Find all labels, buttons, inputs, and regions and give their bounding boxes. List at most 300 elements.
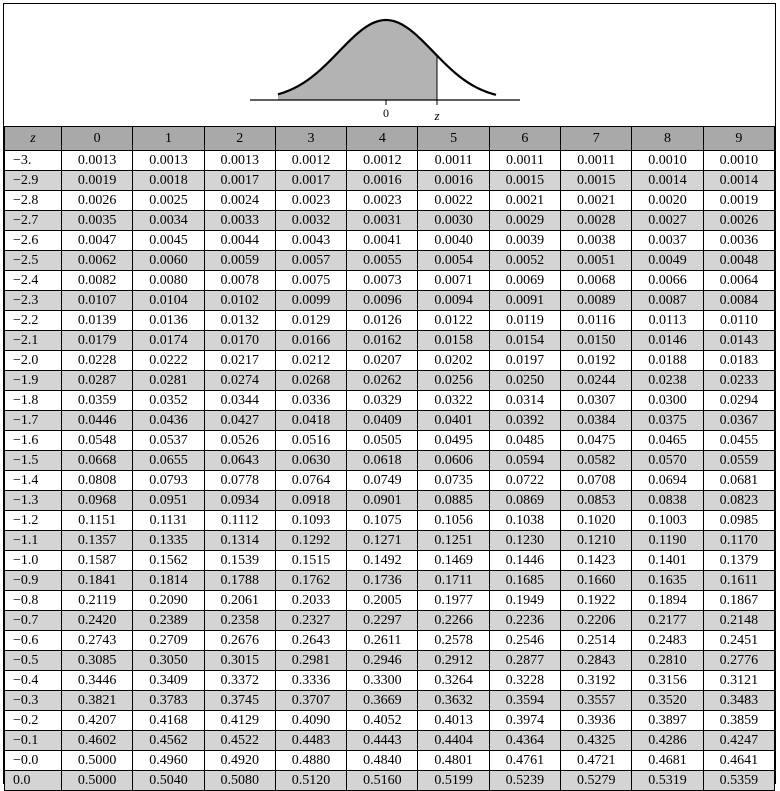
probability-cell: 0.3085 bbox=[62, 651, 133, 671]
probability-cell: 0.0735 bbox=[418, 471, 489, 491]
probability-cell: 0.3264 bbox=[418, 671, 489, 691]
probability-cell: 0.0188 bbox=[632, 351, 703, 371]
table-row bbox=[5, 211, 775, 231]
probability-cell: 0.0087 bbox=[632, 291, 703, 311]
probability-cell: 0.1894 bbox=[632, 591, 703, 611]
probability-cell: 0.1977 bbox=[418, 591, 489, 611]
probability-cell: 0.1922 bbox=[561, 591, 632, 611]
probability-cell: 0.0322 bbox=[418, 391, 489, 411]
probability-cell: 0.4168 bbox=[133, 711, 204, 731]
probability-cell: 0.0035 bbox=[62, 211, 133, 231]
probability-cell: 0.0099 bbox=[275, 291, 346, 311]
probability-cell: 0.1660 bbox=[561, 571, 632, 591]
probability-cell: 0.1635 bbox=[632, 571, 703, 591]
probability-cell: 0.0359 bbox=[62, 391, 133, 411]
probability-cell: 0.0793 bbox=[133, 471, 204, 491]
probability-cell: 0.0643 bbox=[204, 451, 275, 471]
z-value-cell: −0.9 bbox=[5, 571, 62, 591]
probability-cell: 0.0015 bbox=[489, 171, 560, 191]
z-value-cell: −1.3 bbox=[5, 491, 62, 511]
probability-cell: 0.0262 bbox=[347, 371, 418, 391]
probability-cell: 0.0179 bbox=[62, 331, 133, 351]
table-row bbox=[5, 411, 775, 431]
probability-cell: 0.0183 bbox=[703, 351, 774, 371]
probability-cell: 0.0436 bbox=[133, 411, 204, 431]
probability-cell: 0.3745 bbox=[204, 691, 275, 711]
table-row bbox=[5, 531, 775, 551]
probability-cell: 0.1170 bbox=[703, 531, 774, 551]
table-header-row bbox=[5, 127, 775, 151]
probability-cell: 0.0606 bbox=[418, 451, 489, 471]
probability-cell: 0.0516 bbox=[275, 431, 346, 451]
probability-cell: 0.2005 bbox=[347, 591, 418, 611]
probability-cell: 0.2451 bbox=[703, 631, 774, 651]
probability-cell: 0.1230 bbox=[489, 531, 560, 551]
probability-cell: 0.0037 bbox=[632, 231, 703, 251]
table-row bbox=[5, 391, 775, 411]
z-value-cell: −1.5 bbox=[5, 451, 62, 471]
probability-cell: 0.2061 bbox=[204, 591, 275, 611]
probability-cell: 0.2709 bbox=[133, 631, 204, 651]
probability-cell: 0.4325 bbox=[561, 731, 632, 751]
probability-cell: 0.0073 bbox=[347, 271, 418, 291]
probability-cell: 0.0041 bbox=[347, 231, 418, 251]
probability-cell: 0.0044 bbox=[204, 231, 275, 251]
probability-cell: 0.0047 bbox=[62, 231, 133, 251]
table-row bbox=[5, 191, 775, 211]
table-row bbox=[5, 451, 775, 471]
column-header-6: 6 bbox=[489, 127, 560, 151]
probability-cell: 0.1401 bbox=[632, 551, 703, 571]
probability-cell: 0.0075 bbox=[275, 271, 346, 291]
probability-cell: 0.0057 bbox=[275, 251, 346, 271]
probability-cell: 0.1841 bbox=[62, 571, 133, 591]
probability-cell: 0.0059 bbox=[204, 251, 275, 271]
probability-cell: 0.2912 bbox=[418, 651, 489, 671]
probability-cell: 0.3121 bbox=[703, 671, 774, 691]
probability-cell: 0.0015 bbox=[561, 171, 632, 191]
zero-label: 0 bbox=[383, 106, 389, 120]
z-value-cell: −1.4 bbox=[5, 471, 62, 491]
probability-cell: 0.0594 bbox=[489, 451, 560, 471]
probability-cell: 0.0418 bbox=[275, 411, 346, 431]
z-label: z bbox=[434, 108, 440, 123]
table-row bbox=[5, 751, 775, 771]
table-body bbox=[5, 151, 775, 791]
probability-cell: 0.0139 bbox=[62, 311, 133, 331]
probability-cell: 0.0526 bbox=[204, 431, 275, 451]
probability-cell: 0.1038 bbox=[489, 511, 560, 531]
probability-cell: 0.0013 bbox=[204, 151, 275, 171]
probability-cell: 0.0051 bbox=[561, 251, 632, 271]
table-row bbox=[5, 551, 775, 571]
probability-cell: 0.4522 bbox=[204, 731, 275, 751]
probability-cell: 0.5359 bbox=[703, 771, 774, 791]
probability-cell: 0.0485 bbox=[489, 431, 560, 451]
probability-cell: 0.0132 bbox=[204, 311, 275, 331]
probability-cell: 0.2033 bbox=[275, 591, 346, 611]
probability-cell: 0.0352 bbox=[133, 391, 204, 411]
probability-cell: 0.0054 bbox=[418, 251, 489, 271]
probability-cell: 0.0344 bbox=[204, 391, 275, 411]
probability-cell: 0.0031 bbox=[347, 211, 418, 231]
z-value-cell: −0.0 bbox=[5, 751, 62, 771]
probability-cell: 0.1515 bbox=[275, 551, 346, 571]
probability-cell: 0.0968 bbox=[62, 491, 133, 511]
probability-cell: 0.0367 bbox=[703, 411, 774, 431]
probability-cell: 0.3632 bbox=[418, 691, 489, 711]
table-row bbox=[5, 171, 775, 191]
probability-cell: 0.0570 bbox=[632, 451, 703, 471]
probability-cell: 0.1867 bbox=[703, 591, 774, 611]
probability-cell: 0.1335 bbox=[133, 531, 204, 551]
probability-cell: 0.2743 bbox=[62, 631, 133, 651]
probability-cell: 0.2946 bbox=[347, 651, 418, 671]
probability-cell: 0.0150 bbox=[561, 331, 632, 351]
probability-cell: 0.0017 bbox=[275, 171, 346, 191]
probability-cell: 0.0166 bbox=[275, 331, 346, 351]
z-value-cell: −0.4 bbox=[5, 671, 62, 691]
probability-cell: 0.2266 bbox=[418, 611, 489, 631]
probability-cell: 0.0392 bbox=[489, 411, 560, 431]
probability-cell: 0.5319 bbox=[632, 771, 703, 791]
probability-cell: 0.0300 bbox=[632, 391, 703, 411]
standard-normal-table bbox=[4, 126, 775, 791]
probability-cell: 0.0116 bbox=[561, 311, 632, 331]
probability-cell: 0.1271 bbox=[347, 531, 418, 551]
probability-cell: 0.3520 bbox=[632, 691, 703, 711]
probability-cell: 0.0122 bbox=[418, 311, 489, 331]
probability-cell: 0.2177 bbox=[632, 611, 703, 631]
probability-cell: 0.0011 bbox=[418, 151, 489, 171]
probability-cell: 0.4840 bbox=[347, 751, 418, 771]
table-row bbox=[5, 651, 775, 671]
probability-cell: 0.0244 bbox=[561, 371, 632, 391]
probability-cell: 0.1112 bbox=[204, 511, 275, 531]
probability-cell: 0.0049 bbox=[632, 251, 703, 271]
probability-cell: 0.2236 bbox=[489, 611, 560, 631]
probability-cell: 0.0136 bbox=[133, 311, 204, 331]
probability-cell: 0.0401 bbox=[418, 411, 489, 431]
probability-cell: 0.0043 bbox=[275, 231, 346, 251]
probability-cell: 0.3897 bbox=[632, 711, 703, 731]
probability-cell: 0.0024 bbox=[204, 191, 275, 211]
probability-cell: 0.0048 bbox=[703, 251, 774, 271]
probability-cell: 0.0016 bbox=[418, 171, 489, 191]
probability-cell: 0.0985 bbox=[703, 511, 774, 531]
table-row bbox=[5, 271, 775, 291]
probability-cell: 0.2090 bbox=[133, 591, 204, 611]
probability-cell: 0.1056 bbox=[418, 511, 489, 531]
probability-cell: 0.0281 bbox=[133, 371, 204, 391]
probability-cell: 0.0011 bbox=[489, 151, 560, 171]
table-row bbox=[5, 251, 775, 271]
probability-cell: 0.0708 bbox=[561, 471, 632, 491]
z-table-frame bbox=[3, 3, 776, 788]
probability-cell: 0.0011 bbox=[561, 151, 632, 171]
probability-cell: 0.0217 bbox=[204, 351, 275, 371]
z-value-cell: −1.0 bbox=[5, 551, 62, 571]
table-row bbox=[5, 631, 775, 651]
probability-cell: 0.0119 bbox=[489, 311, 560, 331]
probability-cell: 0.0681 bbox=[703, 471, 774, 491]
probability-cell: 0.0021 bbox=[561, 191, 632, 211]
probability-cell: 0.0014 bbox=[632, 171, 703, 191]
probability-cell: 0.0934 bbox=[204, 491, 275, 511]
z-value-cell: −2.0 bbox=[5, 351, 62, 371]
probability-cell: 0.0018 bbox=[133, 171, 204, 191]
probability-cell: 0.1788 bbox=[204, 571, 275, 591]
probability-cell: 0.0885 bbox=[418, 491, 489, 511]
probability-cell: 0.0089 bbox=[561, 291, 632, 311]
probability-cell: 0.0951 bbox=[133, 491, 204, 511]
column-header-5: 5 bbox=[418, 127, 489, 151]
probability-cell: 0.0268 bbox=[275, 371, 346, 391]
probability-cell: 0.0655 bbox=[133, 451, 204, 471]
probability-cell: 0.1736 bbox=[347, 571, 418, 591]
probability-cell: 0.0023 bbox=[275, 191, 346, 211]
probability-cell: 0.4207 bbox=[62, 711, 133, 731]
probability-cell: 0.3821 bbox=[62, 691, 133, 711]
probability-cell: 0.5120 bbox=[275, 771, 346, 791]
probability-cell: 0.0026 bbox=[62, 191, 133, 211]
probability-cell: 0.3974 bbox=[489, 711, 560, 731]
probability-cell: 0.0068 bbox=[561, 271, 632, 291]
probability-cell: 0.3300 bbox=[347, 671, 418, 691]
table-row bbox=[5, 671, 775, 691]
probability-cell: 0.0287 bbox=[62, 371, 133, 391]
probability-cell: 0.0329 bbox=[347, 391, 418, 411]
probability-cell: 0.0475 bbox=[561, 431, 632, 451]
table-row bbox=[5, 771, 775, 791]
probability-cell: 0.2148 bbox=[703, 611, 774, 631]
probability-cell: 0.0409 bbox=[347, 411, 418, 431]
probability-cell: 0.1357 bbox=[62, 531, 133, 551]
probability-cell: 0.3936 bbox=[561, 711, 632, 731]
table-row bbox=[5, 511, 775, 531]
probability-cell: 0.0143 bbox=[703, 331, 774, 351]
probability-cell: 0.0045 bbox=[133, 231, 204, 251]
probability-cell: 0.4562 bbox=[133, 731, 204, 751]
probability-cell: 0.0455 bbox=[703, 431, 774, 451]
probability-cell: 0.1075 bbox=[347, 511, 418, 531]
z-value-cell: −0.1 bbox=[5, 731, 62, 751]
probability-cell: 0.0808 bbox=[62, 471, 133, 491]
probability-cell: 0.1539 bbox=[204, 551, 275, 571]
probability-cell: 0.5239 bbox=[489, 771, 560, 791]
table-row bbox=[5, 151, 775, 171]
z-value-cell: −0.8 bbox=[5, 591, 62, 611]
table-row bbox=[5, 291, 775, 311]
probability-cell: 0.0102 bbox=[204, 291, 275, 311]
column-header-7: 7 bbox=[561, 127, 632, 151]
probability-cell: 0.4247 bbox=[703, 731, 774, 751]
probability-cell: 0.0021 bbox=[489, 191, 560, 211]
probability-cell: 0.5040 bbox=[133, 771, 204, 791]
probability-cell: 0.0548 bbox=[62, 431, 133, 451]
probability-cell: 0.0222 bbox=[133, 351, 204, 371]
probability-cell: 0.0212 bbox=[275, 351, 346, 371]
probability-cell: 0.5080 bbox=[204, 771, 275, 791]
probability-cell: 0.0307 bbox=[561, 391, 632, 411]
probability-cell: 0.2389 bbox=[133, 611, 204, 631]
probability-cell: 0.0091 bbox=[489, 291, 560, 311]
probability-cell: 0.3483 bbox=[703, 691, 774, 711]
probability-cell: 0.2297 bbox=[347, 611, 418, 631]
probability-cell: 0.0129 bbox=[275, 311, 346, 331]
probability-cell: 0.0228 bbox=[62, 351, 133, 371]
z-value-cell: −0.3 bbox=[5, 691, 62, 711]
probability-cell: 0.4129 bbox=[204, 711, 275, 731]
probability-cell: 0.0040 bbox=[418, 231, 489, 251]
normal-curve-figure bbox=[4, 4, 775, 126]
table-row bbox=[5, 331, 775, 351]
probability-cell: 0.2327 bbox=[275, 611, 346, 631]
probability-cell: 0.0537 bbox=[133, 431, 204, 451]
probability-cell: 0.3372 bbox=[204, 671, 275, 691]
probability-cell: 0.4641 bbox=[703, 751, 774, 771]
z-value-cell: −2.5 bbox=[5, 251, 62, 271]
probability-cell: 0.0582 bbox=[561, 451, 632, 471]
probability-cell: 0.1587 bbox=[62, 551, 133, 571]
probability-cell: 0.4364 bbox=[489, 731, 560, 751]
probability-cell: 0.0027 bbox=[632, 211, 703, 231]
probability-cell: 0.1949 bbox=[489, 591, 560, 611]
z-value-cell: −0.7 bbox=[5, 611, 62, 631]
probability-cell: 0.0250 bbox=[489, 371, 560, 391]
z-value-cell: −1.6 bbox=[5, 431, 62, 451]
z-value-cell: −0.6 bbox=[5, 631, 62, 651]
probability-cell: 0.0146 bbox=[632, 331, 703, 351]
column-header-4: 4 bbox=[347, 127, 418, 151]
probability-cell: 0.0778 bbox=[204, 471, 275, 491]
probability-cell: 0.1423 bbox=[561, 551, 632, 571]
probability-cell: 0.3594 bbox=[489, 691, 560, 711]
probability-cell: 0.0034 bbox=[133, 211, 204, 231]
table-row bbox=[5, 591, 775, 611]
probability-cell: 0.0052 bbox=[489, 251, 560, 271]
probability-cell: 0.0010 bbox=[632, 151, 703, 171]
probability-cell: 0.3783 bbox=[133, 691, 204, 711]
probability-cell: 0.0019 bbox=[703, 191, 774, 211]
probability-cell: 0.3228 bbox=[489, 671, 560, 691]
probability-cell: 0.0084 bbox=[703, 291, 774, 311]
probability-cell: 0.3859 bbox=[703, 711, 774, 731]
z-value-cell: −1.2 bbox=[5, 511, 62, 531]
probability-cell: 0.2877 bbox=[489, 651, 560, 671]
probability-cell: 0.0022 bbox=[418, 191, 489, 211]
probability-cell: 0.0017 bbox=[204, 171, 275, 191]
probability-cell: 0.0158 bbox=[418, 331, 489, 351]
probability-cell: 0.0025 bbox=[133, 191, 204, 211]
z-value-cell: −2.6 bbox=[5, 231, 62, 251]
probability-cell: 0.1814 bbox=[133, 571, 204, 591]
probability-cell: 0.0764 bbox=[275, 471, 346, 491]
probability-cell: 0.5279 bbox=[561, 771, 632, 791]
table-row bbox=[5, 571, 775, 591]
column-header-9: 9 bbox=[703, 127, 774, 151]
probability-cell: 0.3156 bbox=[632, 671, 703, 691]
probability-cell: 0.4404 bbox=[418, 731, 489, 751]
probability-cell: 0.0064 bbox=[703, 271, 774, 291]
z-value-cell: −1.9 bbox=[5, 371, 62, 391]
z-value-cell: −0.2 bbox=[5, 711, 62, 731]
probability-cell: 0.2981 bbox=[275, 651, 346, 671]
probability-cell: 0.0032 bbox=[275, 211, 346, 231]
probability-cell: 0.0012 bbox=[347, 151, 418, 171]
probability-cell: 0.0020 bbox=[632, 191, 703, 211]
probability-cell: 0.0336 bbox=[275, 391, 346, 411]
probability-cell: 0.0384 bbox=[561, 411, 632, 431]
probability-cell: 0.2810 bbox=[632, 651, 703, 671]
probability-cell: 0.0104 bbox=[133, 291, 204, 311]
probability-cell: 0.0082 bbox=[62, 271, 133, 291]
probability-cell: 0.0036 bbox=[703, 231, 774, 251]
probability-cell: 0.0055 bbox=[347, 251, 418, 271]
probability-cell: 0.0823 bbox=[703, 491, 774, 511]
probability-cell: 0.0202 bbox=[418, 351, 489, 371]
table-row bbox=[5, 431, 775, 451]
probability-cell: 0.4880 bbox=[275, 751, 346, 771]
probability-cell: 0.0465 bbox=[632, 431, 703, 451]
probability-cell: 0.0080 bbox=[133, 271, 204, 291]
probability-cell: 0.4443 bbox=[347, 731, 418, 751]
probability-cell: 0.0901 bbox=[347, 491, 418, 511]
probability-cell: 0.4761 bbox=[489, 751, 560, 771]
table-row bbox=[5, 371, 775, 391]
z-value-cell: 0.0 bbox=[5, 771, 62, 791]
probability-cell: 0.1379 bbox=[703, 551, 774, 571]
probability-cell: 0.5000 bbox=[62, 751, 133, 771]
probability-cell: 0.2776 bbox=[703, 651, 774, 671]
probability-cell: 0.1711 bbox=[418, 571, 489, 591]
probability-cell: 0.0838 bbox=[632, 491, 703, 511]
probability-cell: 0.0069 bbox=[489, 271, 560, 291]
table-row bbox=[5, 351, 775, 371]
probability-cell: 0.0174 bbox=[133, 331, 204, 351]
probability-cell: 0.0107 bbox=[62, 291, 133, 311]
table-row bbox=[5, 691, 775, 711]
probability-cell: 0.5199 bbox=[418, 771, 489, 791]
probability-cell: 0.0016 bbox=[347, 171, 418, 191]
probability-cell: 0.4960 bbox=[133, 751, 204, 771]
probability-cell: 0.2119 bbox=[62, 591, 133, 611]
probability-cell: 0.1469 bbox=[418, 551, 489, 571]
probability-cell: 0.2643 bbox=[275, 631, 346, 651]
probability-cell: 0.0192 bbox=[561, 351, 632, 371]
probability-cell: 0.2514 bbox=[561, 631, 632, 651]
probability-cell: 0.3192 bbox=[561, 671, 632, 691]
probability-cell: 0.0197 bbox=[489, 351, 560, 371]
probability-cell: 0.3409 bbox=[133, 671, 204, 691]
table-row bbox=[5, 311, 775, 331]
probability-cell: 0.4602 bbox=[62, 731, 133, 751]
probability-cell: 0.0110 bbox=[703, 311, 774, 331]
probability-cell: 0.1190 bbox=[632, 531, 703, 551]
probability-cell: 0.0096 bbox=[347, 291, 418, 311]
probability-cell: 0.1003 bbox=[632, 511, 703, 531]
probability-cell: 0.0233 bbox=[703, 371, 774, 391]
probability-cell: 0.1251 bbox=[418, 531, 489, 551]
probability-cell: 0.0207 bbox=[347, 351, 418, 371]
probability-cell: 0.0013 bbox=[133, 151, 204, 171]
probability-cell: 0.0170 bbox=[204, 331, 275, 351]
probability-cell: 0.1093 bbox=[275, 511, 346, 531]
probability-cell: 0.1210 bbox=[561, 531, 632, 551]
probability-cell: 0.1020 bbox=[561, 511, 632, 531]
probability-cell: 0.0294 bbox=[703, 391, 774, 411]
probability-cell: 0.1762 bbox=[275, 571, 346, 591]
